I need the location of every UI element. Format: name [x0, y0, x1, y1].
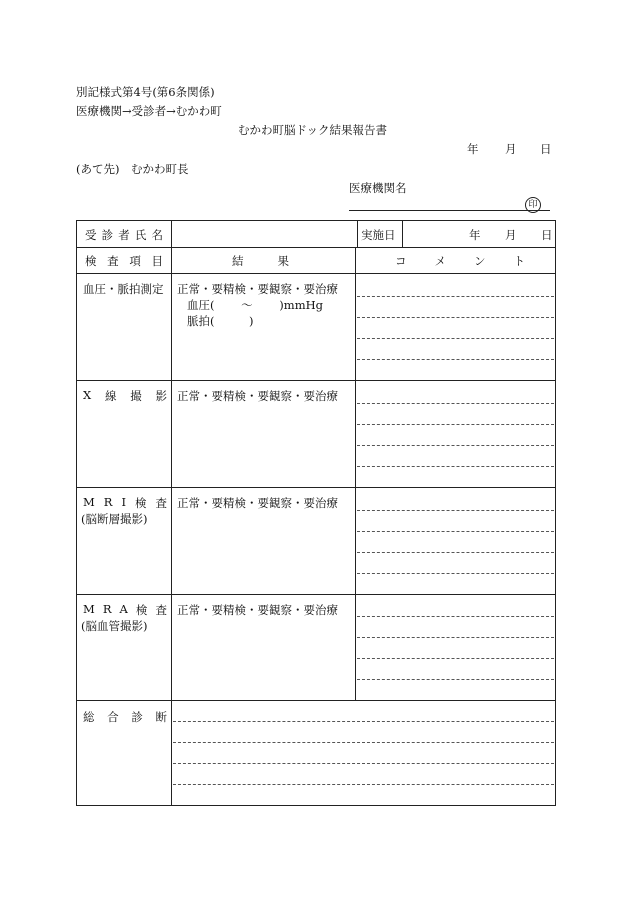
mri-sub: (脳断層撮影): [81, 512, 148, 526]
xray-label: X 線 撮 影: [83, 388, 167, 403]
institution-label: 医療機関名: [349, 181, 407, 195]
institution-underline: [349, 210, 550, 211]
col-header-item: 検 査 項 目: [85, 254, 163, 268]
date-month-label: 月: [505, 142, 517, 156]
mra-label: M R A 検 査: [83, 602, 167, 617]
addressee: (あて先) むかわ町長: [76, 162, 189, 176]
name-label: 受 診 者 氏 名: [85, 228, 163, 242]
exam-date-year: 年: [469, 228, 481, 242]
date-year-label: 年: [467, 142, 479, 156]
form-number: 別記様式第4号(第6条関係): [76, 85, 215, 99]
bp-line: 血圧( 〜 )mmHg: [187, 298, 323, 312]
col-header-result: 結果: [232, 254, 323, 268]
xray-options: 正常・要精検・要観察・要治療: [177, 389, 338, 403]
mra-sub: (脳血管撮影): [81, 619, 148, 633]
routing-text: 医療機関→受診者→むかわ町: [76, 104, 222, 118]
mri-label: M R I 検 査: [83, 495, 167, 510]
mra-options: 正常・要精検・要観察・要治療: [177, 603, 338, 617]
result-table: [76, 220, 556, 806]
bp-options: 正常・要精検・要観察・要治療: [177, 282, 338, 296]
col-header-comment: コメント: [395, 254, 553, 268]
seal-mark: 印: [525, 197, 541, 213]
exam-date-label: 実施日: [361, 228, 396, 242]
pulse-line: 脈拍( ): [187, 314, 254, 328]
exam-date-month: 月: [505, 228, 517, 242]
bp-label: 血圧・脈拍測定: [83, 282, 164, 296]
summary-label: 総 合 診 断: [83, 710, 167, 724]
exam-date-day: 日: [541, 228, 553, 242]
mri-options: 正常・要精検・要観察・要治療: [177, 496, 338, 510]
document-title: むかわ町脳ドック結果報告書: [238, 123, 388, 137]
date-day-label: 日: [540, 142, 552, 156]
